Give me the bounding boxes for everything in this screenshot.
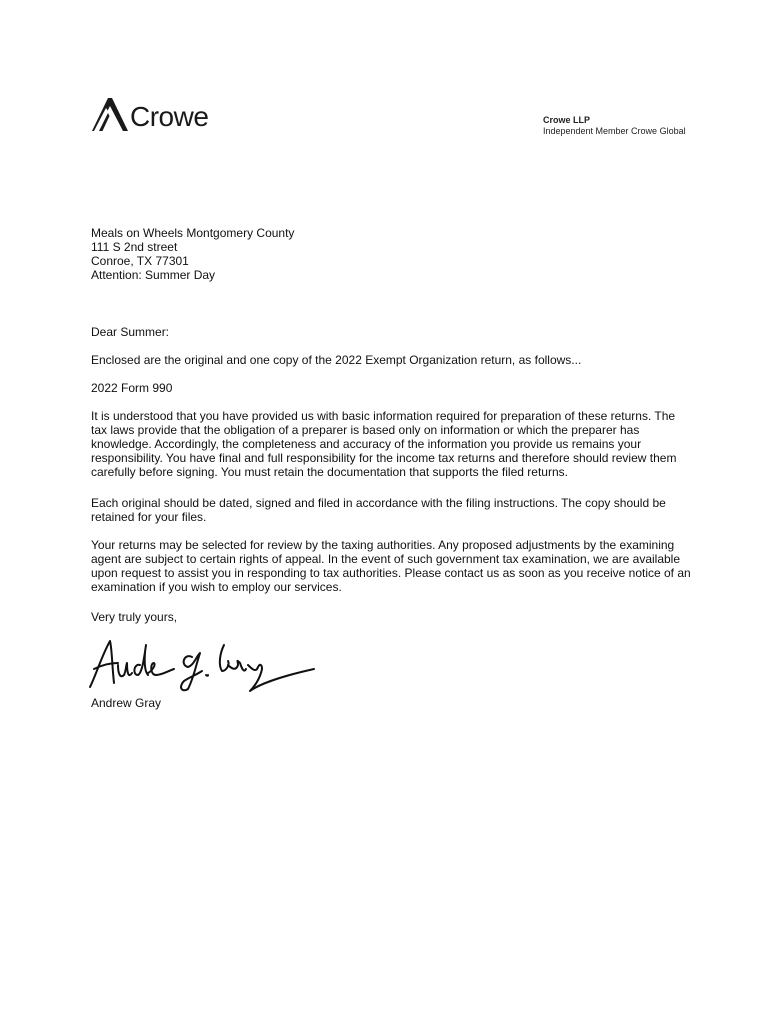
recipient-name: Meals on Wheels Montgomery County	[91, 226, 295, 240]
filing-paragraph: Each original should be dated, signed and filed in accordance with the filing instructions. The copy should be retained for your files.	[91, 496, 666, 524]
salutation: Dear Summer:	[91, 325, 170, 339]
crowe-logo-mark-icon	[90, 96, 128, 132]
crowe-logo	[90, 92, 208, 132]
firm-tagline: Independent Member Crowe Global	[543, 126, 686, 136]
recipient-attention: Attention: Summer Day	[91, 268, 216, 282]
firm-info	[543, 115, 686, 137]
review-paragraph: Your returns may be selected for review by the taxing authorities. Any proposed adjustments by the examining agent are subject to certain rights of appeal. In the event of such government tax examination, we are available upon request to assist you in responding to tax authorities. Please contact us as soon as you receive notice of an examination if you wish to employ our services.	[91, 538, 691, 594]
closing: Very truly yours,	[91, 610, 178, 624]
logo-wordmark: Crowe	[130, 101, 209, 132]
enclosed-paragraph: Enclosed are the original and one copy of the 2022 Exempt Organization return, as follows...	[91, 353, 582, 367]
recipient-address	[91, 226, 691, 282]
recipient-street: 111 S 2nd street	[91, 240, 178, 254]
handwritten-signature	[88, 635, 318, 695]
signer-name: Andrew Gray	[91, 696, 162, 710]
responsibility-paragraph: It is understood that you have provided us with basic information required for preparation of these returns. The tax laws provide that the obligation of a preparer is based only on information or which the preparer has knowledge. Accordingly, the completeness and accuracy of the information you provide us remains your responsibility. You have final and full responsibility for the income tax returns and therefore should review them carefully before signing. You must retain the documentation that supports the filed returns.	[91, 409, 677, 479]
recipient-city: Conroe, TX 77301	[91, 254, 189, 268]
form-name: 2022 Form 990	[91, 381, 173, 395]
firm-name: Crowe LLP	[543, 115, 591, 125]
